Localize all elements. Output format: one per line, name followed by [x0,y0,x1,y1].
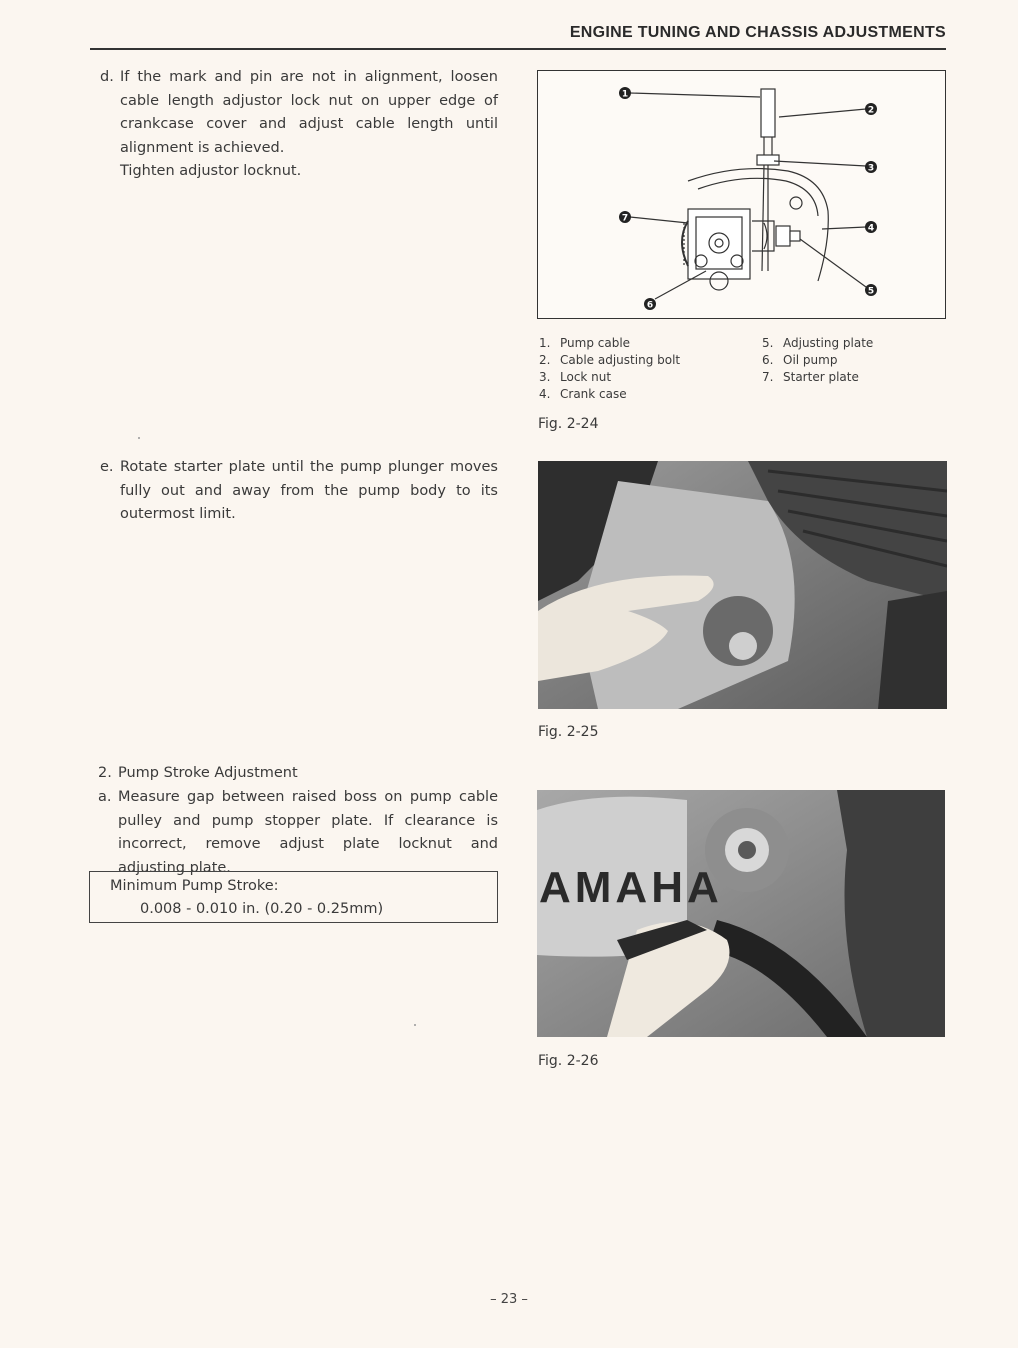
fig-2-26-photo [537,790,945,1037]
legend-label: Lock nut [560,370,612,384]
fig-2-26-caption: Fig. 2-26 [538,1053,599,1069]
section-2-heading [98,762,498,786]
legend-label: Crank case [560,387,627,401]
legend-label: Starter plate [783,370,859,384]
legend-num: 3. [539,370,551,384]
legend-item [762,335,942,352]
legend-num: 7. [762,370,774,384]
page-speck [414,1024,416,1026]
yamaha-engine-photo [537,790,945,1037]
legend-item [539,352,739,369]
legend-label: Adjusting plate [783,336,874,350]
page-speck [138,437,140,439]
fig-2-25-photo [538,461,947,709]
page-header [90,22,946,50]
fig-2-24-caption: Fig. 2-24 [538,416,599,432]
figure-2-24-diagram [537,70,946,319]
legend-label: Cable adjusting bolt [560,353,681,367]
pump-stroke-spec-box [89,871,498,923]
step-a-marker: a. [98,789,112,805]
step-d [100,66,498,184]
step-e-text: Rotate starter plate until the pump plunger moves fully out and away from the pump body to its outermost limit. [120,459,498,522]
step-e [100,456,498,527]
legend-num: 1. [539,336,551,350]
step-d-text: If the mark and pin are not in alignment, loosen cable length adjustor lock nut on upper edge of crankcase cover and adjust cable length until alignment is achieved. [120,69,498,156]
callout-5: 5 [867,286,875,297]
callout-3: 3 [867,163,875,174]
legend-num: 5. [762,336,774,350]
callout-7: 7 [621,213,629,224]
legend-num: 2. [539,353,551,367]
legend-item [762,369,942,386]
adjusting-plate-shape [776,226,790,246]
cable-adjusting-bolt-shape [761,89,775,137]
legend-num: 6. [762,353,774,367]
spec-value: 0.008 - 0.010 in. (0.20 - 0.25mm) [140,901,384,917]
step-e-marker: e. [100,459,114,475]
section-2-marker: 2. [98,765,112,781]
legend-item [539,335,739,352]
engine-photo-hand [538,461,947,709]
starter-plate-shape [682,221,688,266]
legend-label: Pump cable [560,336,631,350]
legend-left [539,335,739,403]
legend-label: Oil pump [783,353,838,367]
step-d-text2: Tighten adjustor locknut. [120,163,302,179]
section-2-title: Pump Stroke Adjustment [118,765,298,781]
step-d-marker: d. [100,69,114,85]
legend-item [539,386,739,403]
step-a-text: Measure gap between raised boss on pump cable pulley and pump stopper plate. If clearance is incorrect, remove adjust plate locknut and adjusting plate. [118,789,498,876]
yamaha-logo-text: AMAHA [539,863,723,912]
page-number: – 23 – [490,1292,528,1307]
header-title: ENGINE TUNING AND CHASSIS ADJUSTMENTS [569,24,946,41]
legend-num: 4. [539,387,551,401]
fig-2-25-caption: Fig. 2-25 [538,724,599,740]
spec-label: Minimum Pump Stroke: [110,878,279,894]
callout-6: 6 [646,300,654,311]
legend-item [539,369,739,386]
legend-right [762,335,942,386]
callout-2: 2 [867,105,875,116]
legend-item [762,352,942,369]
callout-4: 4 [867,223,875,234]
step-a [98,786,498,880]
oil-pump-diagram [538,71,945,318]
callout-1: 1 [621,89,629,100]
